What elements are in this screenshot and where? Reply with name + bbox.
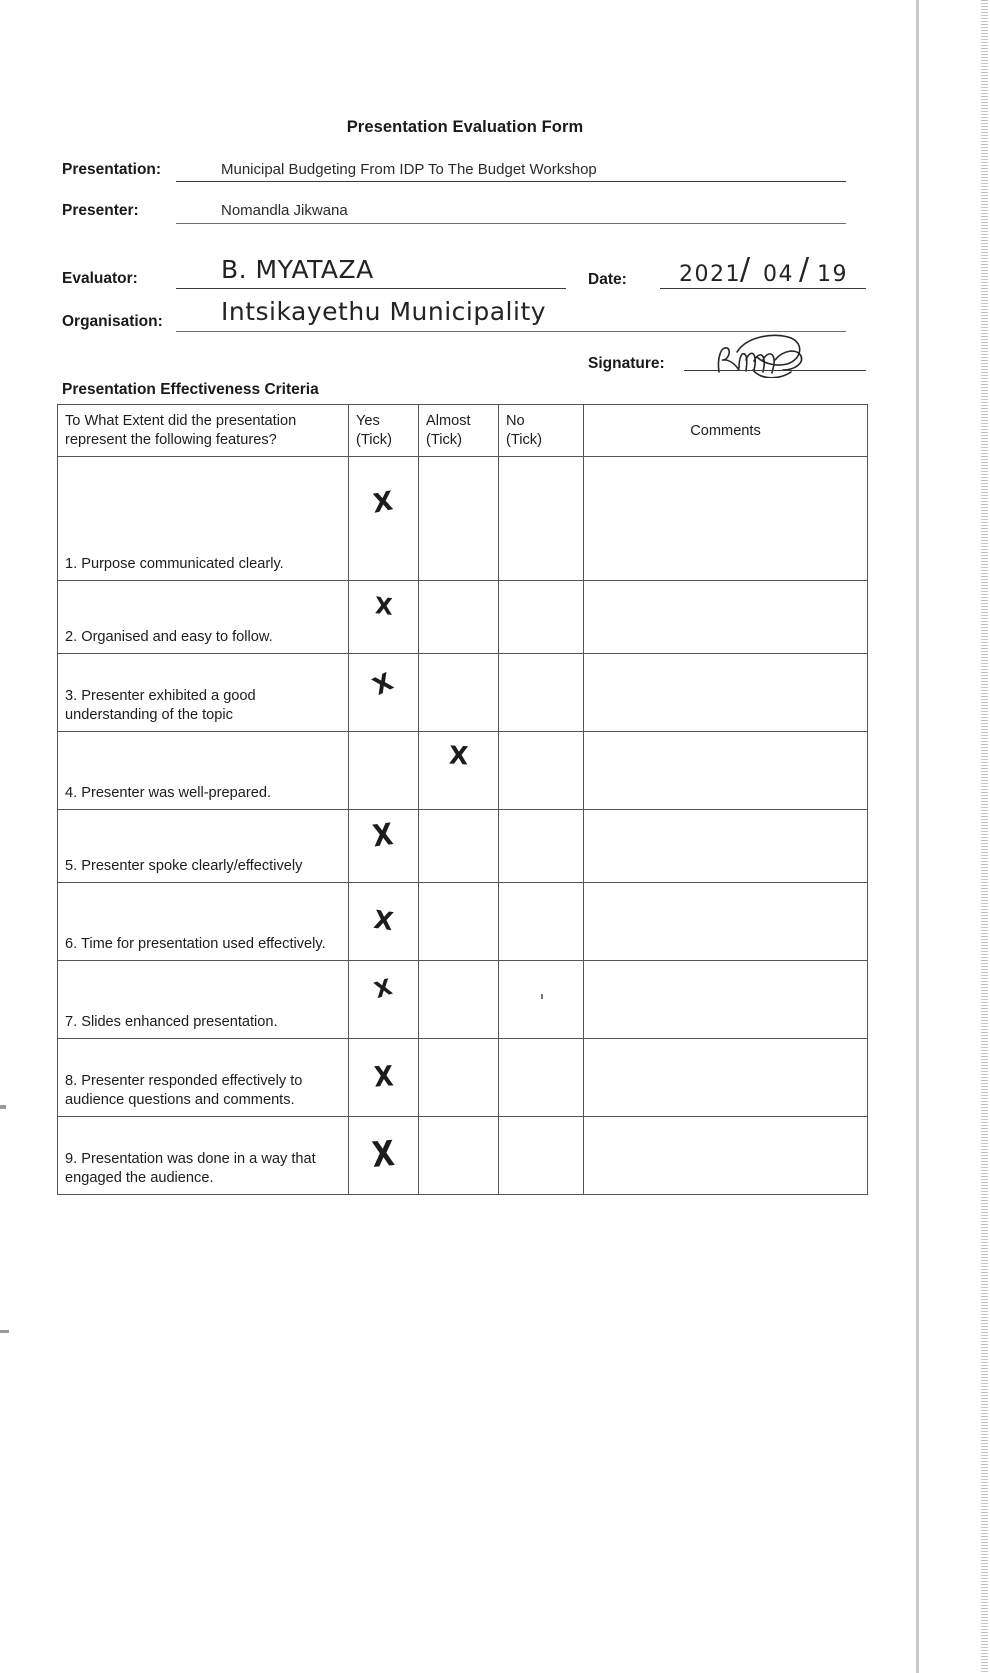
tick-almost-2[interactable] [419, 580, 499, 653]
criterion-3-line2: understanding of the topic [65, 707, 233, 724]
criterion-6-line1: 6. Time for presentation used [65, 936, 255, 953]
x-mark-icon: X [448, 740, 469, 770]
header-yes-label: Yes [356, 413, 380, 429]
organisation-handwritten-value: Intsikayethu Municipality [221, 297, 547, 326]
tick-yes-4[interactable] [349, 731, 419, 809]
table-row [58, 1116, 868, 1194]
criterion-label-7 [58, 960, 349, 1038]
tick-almost-1[interactable] [419, 456, 499, 580]
tick-yes-3[interactable] [349, 653, 419, 731]
table-row [58, 960, 868, 1038]
evaluator-handwritten-value: B. MYATAZA [221, 255, 374, 284]
evaluator-label: Evaluator: [62, 270, 138, 287]
header-almost-cell [419, 405, 499, 457]
x-mark-icon: X [372, 1059, 395, 1093]
tick-yes-7[interactable] [349, 960, 419, 1038]
table-row [58, 731, 868, 809]
header-criteria-line2: represent the following features? [65, 432, 277, 449]
date-separator-1: / [740, 252, 751, 287]
date-separator-2: / [799, 252, 810, 287]
criterion-5-line1: 5. Presenter spoke clearly/effectively [65, 858, 303, 875]
header-comments-cell: Comments [584, 405, 868, 457]
x-mark-icon: X [371, 904, 396, 936]
tick-no-8[interactable] [499, 1038, 584, 1116]
x-mark-icon: X [370, 1132, 397, 1176]
tick-no-5[interactable] [499, 809, 584, 882]
stray-pen-speck [541, 994, 543, 999]
x-mark-icon: X [371, 817, 396, 855]
comments-1[interactable] [584, 456, 868, 580]
criterion-9-line1: 9. Presentation was done in a way that [65, 1151, 316, 1167]
scan-speck [0, 1330, 9, 1333]
criterion-label-1 [58, 456, 349, 580]
tick-no-3[interactable] [499, 653, 584, 731]
tick-no-9[interactable] [499, 1116, 584, 1194]
tick-yes-2[interactable] [349, 580, 419, 653]
tick-almost-6[interactable] [419, 882, 499, 960]
date-day: 19 [817, 262, 848, 287]
tick-almost-7[interactable] [419, 960, 499, 1038]
criterion-label-3 [58, 653, 349, 731]
table-row [58, 1038, 868, 1116]
signature-rule [684, 370, 866, 371]
evaluator-rule [176, 288, 566, 289]
criterion-label-5 [58, 809, 349, 882]
organisation-label: Organisation: [62, 313, 163, 330]
comments-9[interactable] [584, 1116, 868, 1194]
tick-almost-5[interactable] [419, 809, 499, 882]
criterion-label-4 [58, 731, 349, 809]
comments-4[interactable] [584, 731, 868, 809]
tick-no-1[interactable] [499, 456, 584, 580]
criterion-9-line2: engaged the audience. [65, 1170, 214, 1187]
table-row [58, 882, 868, 960]
table-row [58, 809, 868, 882]
table-row [58, 580, 868, 653]
comments-2[interactable] [584, 580, 868, 653]
tick-almost-4[interactable] [419, 731, 499, 809]
tick-yes-8[interactable] [349, 1038, 419, 1116]
criterion-3-line1: 3. Presenter exhibited a good [65, 688, 256, 704]
criterion-7-line1: 7. Slides enhanced presentation. [65, 1014, 278, 1031]
criterion-8-line2: audience questions and comments. [65, 1092, 295, 1109]
comments-3[interactable] [584, 653, 868, 731]
comments-8[interactable] [584, 1038, 868, 1116]
evaluation-criteria-table [57, 404, 868, 1195]
scan-page-edge [916, 0, 919, 1673]
presentation-rule [176, 181, 846, 182]
criterion-label-2 [58, 580, 349, 653]
presenter-label: Presenter: [62, 202, 139, 219]
criterion-label-6 [58, 882, 349, 960]
date-year: 2021 [679, 262, 741, 287]
date-rule [660, 288, 866, 289]
header-yes-cell [349, 405, 419, 457]
comments-5[interactable] [584, 809, 868, 882]
tick-no-7[interactable] [499, 960, 584, 1038]
x-mark-icon: X [371, 975, 396, 1005]
criterion-label-9 [58, 1116, 349, 1194]
scan-speck [0, 1105, 6, 1109]
tick-no-2[interactable] [499, 580, 584, 653]
section-caption: Presentation Effectiveness Criteria [62, 381, 319, 398]
x-mark-icon: X [372, 485, 395, 520]
table-row [58, 653, 868, 731]
tick-almost-3[interactable] [419, 653, 499, 731]
tick-almost-8[interactable] [419, 1038, 499, 1116]
header-almost-sub: (Tick) [426, 432, 462, 449]
tick-yes-5[interactable] [349, 809, 419, 882]
tick-no-6[interactable] [499, 882, 584, 960]
scan-noise-strip [981, 0, 988, 1673]
header-no-sub: (Tick) [506, 432, 542, 449]
table-row [58, 456, 868, 580]
criterion-2-line1: 2. Organised and easy to follow. [65, 629, 273, 646]
tick-yes-6[interactable] [349, 882, 419, 960]
table-header-row [58, 405, 868, 457]
comments-7[interactable] [584, 960, 868, 1038]
header-yes-sub: (Tick) [356, 432, 392, 449]
x-mark-icon: X [368, 667, 398, 701]
date-label: Date: [588, 271, 627, 288]
header-no-label: No [506, 413, 525, 429]
comments-6[interactable] [584, 882, 868, 960]
tick-yes-9[interactable] [349, 1116, 419, 1194]
date-month: 04 [763, 262, 794, 287]
presentation-label: Presentation: [62, 161, 162, 178]
page-title: Presentation Evaluation Form [346, 118, 584, 136]
criterion-1-line1: 1. Purpose communicated clearly. [65, 556, 284, 573]
criterion-label-8 [58, 1038, 349, 1116]
criterion-4-line1: 4. Presenter was well-prepared. [65, 785, 272, 802]
signature-label: Signature: [588, 355, 665, 372]
criterion-6-line2: effectively. [258, 936, 326, 953]
header-no-cell [499, 405, 584, 457]
presenter-value: Nomandla Jikwana [221, 202, 348, 219]
header-criteria-cell [58, 405, 349, 457]
header-criteria-line1: To What Extent did the presentation [65, 413, 297, 429]
presentation-value: Municipal Budgeting From IDP To The Budget Workshop [221, 161, 597, 178]
tick-yes-1[interactable] [349, 456, 419, 580]
header-almost-label: Almost [426, 413, 471, 429]
tick-no-4[interactable] [499, 731, 584, 809]
criterion-8-line1: 8. Presenter responded effectively to [65, 1073, 303, 1089]
tick-almost-9[interactable] [419, 1116, 499, 1194]
presenter-rule [176, 223, 846, 224]
x-mark-icon: X [374, 593, 393, 622]
